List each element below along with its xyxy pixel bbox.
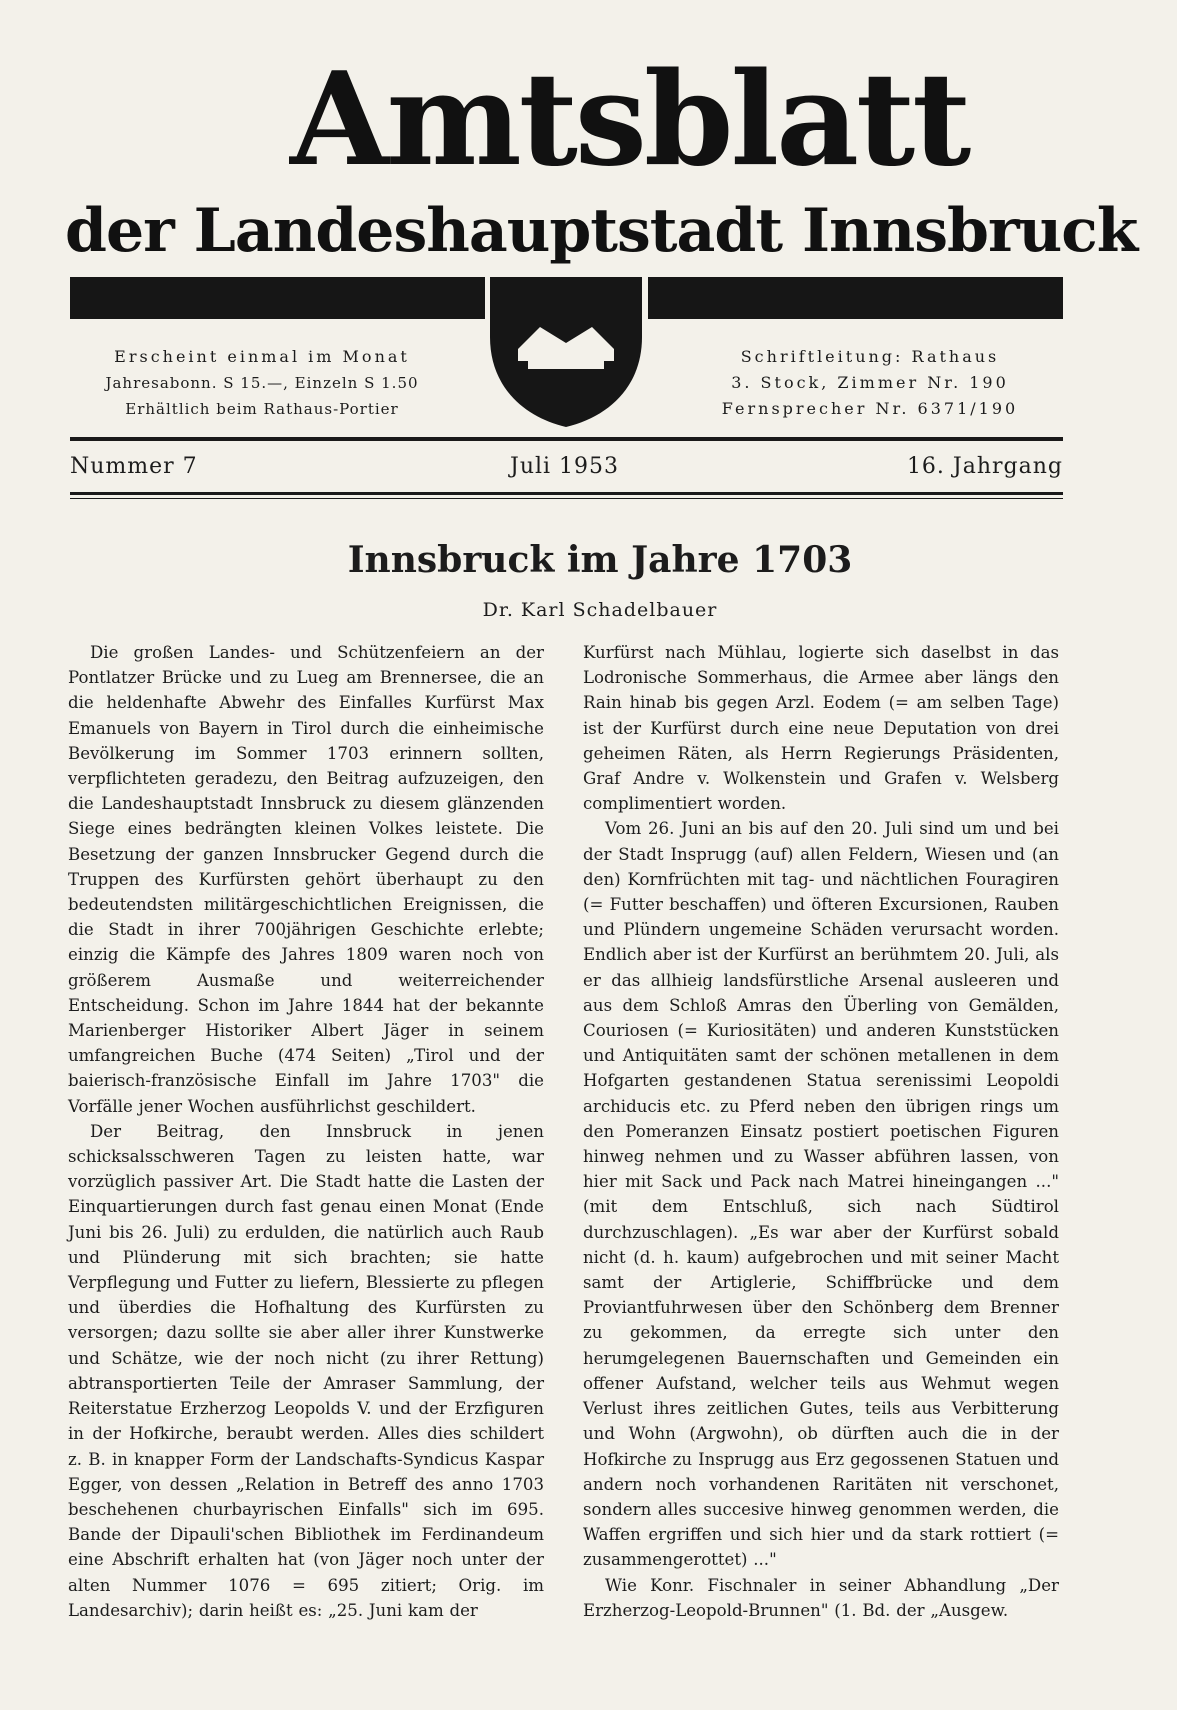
publication-info-right (670, 344, 1070, 422)
paragraph: Der Beitrag, den Innsbruck in jenen schicksalsschweren Tagen zu leisten hatte, war vorzüglich passiver Art. Die Stadt hatte die Lasten der Einquartierungen durch fast genau einen Monat (Ende Juni bis 26. Juli) zu erdulden, die natürlich auch Raub und Plünderung mit sich brachten; sie hatte Verpflegung und Futter zu liefern, Blessierte zu pflegen und überdies die Hofhaltung des Kurfürsten zu versorgen; dazu sollte sie aber aller ihrer Kunstwerke und Schätze, wie der noch nicht (zu ihrer Rettung) abtransportierten Teile der Amraser Sammlung, der Reiterstatue Erzherzog Leopolds V. und der Erzfiguren in der Hofkirche, beraubt werden. Alles dies schildert z. B. in knapper Form der Landschafts-Syndicus Kaspar Egger, von dessen „Relation in Betreff des anno 1703 beschehenen churbayrischen Einfalls" sich im 695. Bande der Dipauli'schen Bibliothek im Ferdinandeum eine Abschrift erhalten hat (von Jäger noch unter der alten Nummer 1076 = 695 zitiert; Orig. im Landesarchiv); darin heißt es: „25. Juni kam der (68, 1121, 544, 1620)
article-author: Dr. Karl Schadelbauer (482, 599, 718, 621)
publication-frequency: Erscheint einmal im Monat (114, 347, 410, 366)
divider-top (70, 437, 1063, 441)
issue-volume: 16. Jahrgang (906, 454, 1063, 479)
divider-bottom-thin (70, 498, 1063, 499)
city-coat-of-arms-emblem (488, 277, 644, 427)
availability-note: Erhältlich beim Rathaus-Portier (125, 400, 399, 418)
paragraph: Wie Konr. Fischnaler in seiner Abhandlung „Der Erzherzog-Leopold-Brunnen" (1. Bd. der „Ausgew. (583, 1575, 1059, 1620)
masthead-subtitle: der Landeshauptstadt Innsbruck (65, 196, 1138, 266)
paragraph: Vom 26. Juni an bis auf den 20. Juli sind um und bei der Stadt Insprugg (auf) allen Feldern, Wiesen und (an den) Kornfrüchten mit tag- und nächtlichen Fouragiren (= Futter beschaffen) und öfteren Excursionen, Rauben und Plündern ungemeine Schäden verursacht worden. Endlich aber ist der Kurfürst an berühmtem 20. Juli, als er das allhieig landsfürstliche Arsenal ausleeren und aus dem Schloß Amras den Überling von Gemälden, Couriosen (= Kuriositäten) und anderen Kunststücken und Antiquitäten samt der schönen metallenen in dem Hofgarten gestandenen Statua serenissimi Leopoldi archiducis etc. zu Pferd neben den übrigen rings um den Pomeranzen Einsatz postiert poetischen Figuren hinweg nehmen und zu Wasser abführen lassen, von hier mit Sack und Pack nach Matrei hineingangen ..." (mit dem Entschluß, sich nach Südtirol durchzuschlagen). „Es war aber der Kurfürst sobald nicht (d. h. kaum) aufgebrochen und mit seiner Macht samt der Artiglerie, Schiffbrücke und dem Proviantfuhrwesen über den Schönberg dem Brenner zu gekommen, da erregte sich unter den herumgelegenen Bauernschaften und Gemeinden ein offener Aufstand, welcher teils aus Wehmut wegen Verlust ihres zeitlichen Gutes, teils aus Verbitterung und Wohn (Argwohn), ob dürften auch die in der Hofkirche zu Insprugg aus Erz gegossenen Statuen und andern noch vorhandenen Raritäten nit verschonet, sondern alles succesive hinweg genommen werden, die Waffen ergriffen und sich hier und da stark rottiert (= zusammengerottet) ..." (583, 819, 1059, 1570)
editorial-office: Schriftleitung: Rathaus (740, 347, 1000, 366)
issue-number: Nummer 7 (70, 454, 198, 479)
masthead-bar-left (70, 277, 485, 319)
publication-info-left (72, 344, 452, 422)
paragraph: Die großen Landes- und Schützenfeiern an der Pontlatzer Brücke und zu Lueg am Brennersee, die an die heldenhafte Abwehr des Einfalles Kurfürst Max Emanuels von Bayern in Tirol durch die einheimische Bevölkerung im Sommer 1703 erinnern sollten, verpflichteten geradezu, den Beitrag aufzuzeigen, den die Landeshauptstadt Innsbruck zu diesem glänzenden Siege eines bedrängten kleinen Volkes leistete. Die Besetzung der ganzen Innsbrucker Gegend durch die Truppen des Kurfürsten gehört überhaupt zu den bedeutendsten militärgeschichtlichen Ereignissen, die die Stadt in ihrer 700jährigen Geschichte erlebte; einzig die Kämpfe des Jahres 1809 waren noch von größerem Ausmaße und weiterreichender Entscheidung. Schon im Jahre 1844 hat der bekannte Marienberger Historiker Albert Jäger in seinem umfangreichen Buche (474 Seiten) „Tirol und der baierisch-französische Einfall im Jahre 1703" die Vorfälle jener Wochen ausführlichst geschildert. (68, 643, 544, 1116)
masthead-bar-right (648, 277, 1063, 319)
subscription-price: Jahresabonn. S 15.—, Einzeln S 1.50 (105, 374, 419, 392)
issue-date: Juli 1953 (510, 454, 620, 479)
masthead-title: Amtsblatt (290, 45, 969, 195)
phone-number: Fernsprecher Nr. 6371/190 (721, 399, 1019, 418)
office-location: 3. Stock, Zimmer Nr. 190 (731, 373, 1009, 392)
divider-bottom (70, 492, 1063, 495)
paragraph: Kurfürst nach Mühlau, logierte sich daselbst in das Lodronische Sommerhaus, die Armee aber längs den Rain hinab bis gegen Arzl. Eodem (= am selben Tage) ist der Kurfürst durch eine neue Deputation von drei geheimen Räten, als Herrn Regierungs Präsidenten, Graf Andre v. Wolkenstein und Grafen v. Welsberg complimentiert worden. (583, 643, 1059, 814)
article-title: Innsbruck im Jahre 1703 (347, 539, 853, 581)
article-column-right (583, 640, 1059, 1623)
article-column-left (68, 640, 544, 1623)
